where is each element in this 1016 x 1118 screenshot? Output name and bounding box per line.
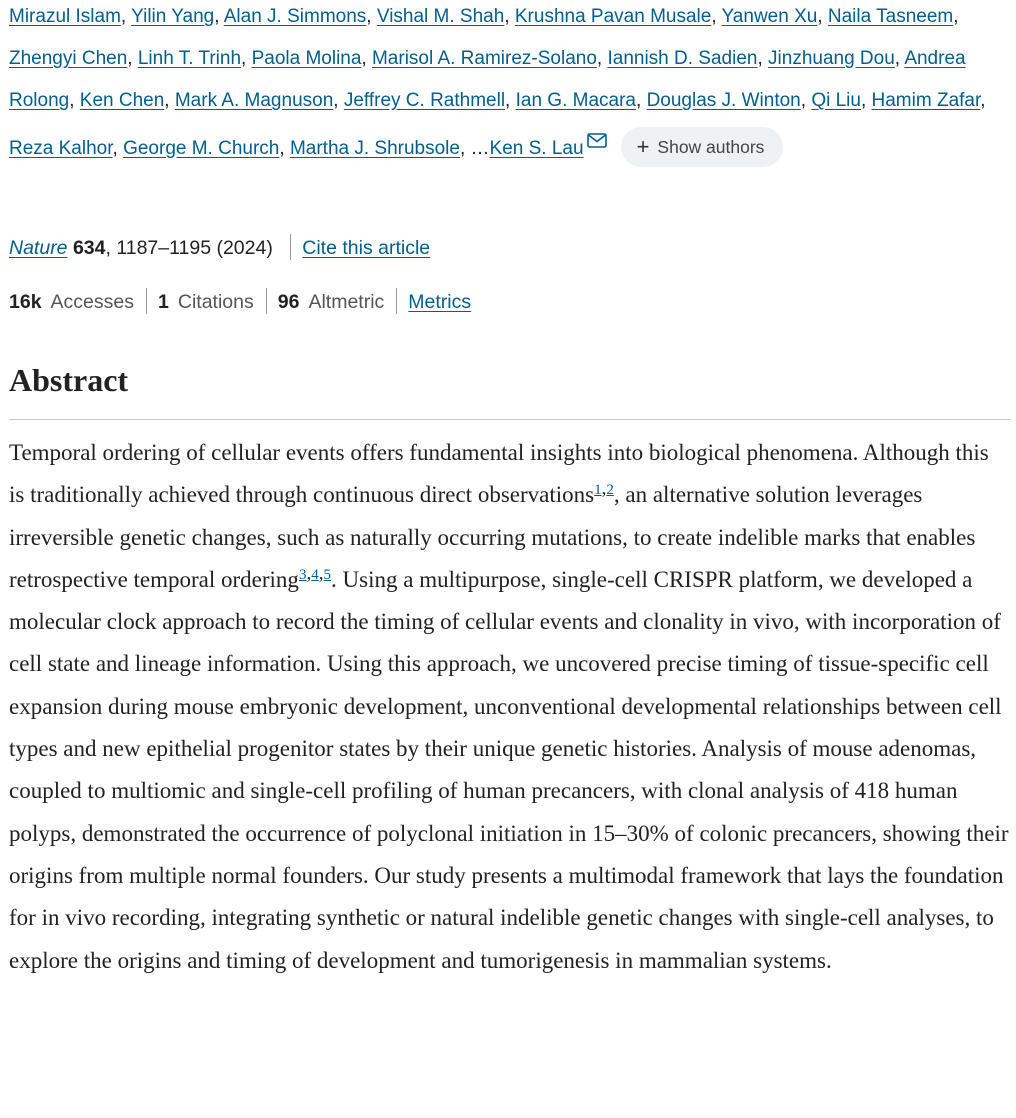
divider (396, 288, 397, 314)
article-header (9, 0, 1011, 973)
author-link[interactable]: George M. Church (123, 138, 280, 159)
abstract-text (9, 432, 1009, 982)
citation-line (9, 234, 430, 260)
author-link[interactable]: Ken Chen (79, 90, 165, 111)
journal-link[interactable]: Nature (9, 237, 68, 259)
volume: 634 (72, 237, 106, 259)
author-link[interactable]: Vishal M. Shah (376, 6, 505, 27)
author-link[interactable]: Zhengyi Chen (9, 48, 128, 69)
author-link[interactable]: Ian G. Macara (515, 90, 636, 111)
reference-link[interactable]: 4 (311, 566, 319, 583)
author-link[interactable]: Jeffrey C. Rathmell (343, 90, 506, 111)
author-link[interactable]: Jinzhuang Dou (768, 48, 895, 69)
reference-link[interactable]: 5 (323, 566, 332, 583)
cite-article-link[interactable]: Cite this article (302, 237, 431, 259)
reference-link[interactable]: 1 (594, 482, 602, 499)
abstract-heading: Abstract (9, 362, 129, 398)
metrics-bar (9, 288, 471, 314)
author-link[interactable]: Martha J. Shrubsole (289, 138, 460, 159)
accesses-value: 16k (9, 291, 42, 313)
divider (266, 288, 267, 314)
author-list: Mirazul Islam, Yilin Yang, Alan J. Simmons, Vishal M. Shah, Krushna Pavan Musale, Yanwen Xu, Naila Tasneem, Zhengyi Chen, Linh T. Trinh, Paola Molina, Marisol A. Ramirez-Solano, Iannish D. Sadien, Jinzhuang Dou, Andrea Rolong, Ken Chen, Mark A. Magnuson, Jeffrey C. Rathmell, Ian G. Macara, Douglas J. Winton, Qi Liu, Hamim Zafar, Reza Kalhor, George M. Church, Martha J. Shrubsole, …Ken S. Lau + Show authors (9, 0, 1011, 170)
author-link[interactable]: Yilin Yang (131, 6, 215, 27)
author-link[interactable]: Reza Kalhor (9, 138, 113, 159)
plus-icon: + (636, 133, 650, 159)
abstract-part-1: Temporal ordering of cellular events offers fundamental insights into biological phenomena. Although this is traditionally achieved through continuous direct observations (9, 440, 989, 508)
altmetric-value: 96 (277, 291, 300, 313)
reference-group: 1,2 (594, 478, 614, 500)
divider (146, 288, 147, 314)
section-divider (9, 419, 1011, 420)
reference-link[interactable]: 2 (606, 482, 614, 499)
reference-group: 3,4,5 (298, 562, 332, 584)
author-link[interactable]: Hamim Zafar (871, 90, 981, 111)
author-link[interactable]: Paola Molina (251, 48, 362, 69)
abstract-part-2: , an alternative solution leverages irreversible genetic changes, such as naturally occurring mutations, to create indelible marks that enables retrospective temporal ordering (9, 482, 976, 592)
envelope-icon[interactable] (587, 122, 607, 164)
author-ellipsis: … (470, 138, 490, 159)
show-authors-label: Show authors (657, 136, 765, 157)
author-link[interactable]: Linh T. Trinh (137, 48, 242, 69)
author-link[interactable]: Iannish D. Sadien (607, 48, 758, 69)
accesses-label: Accesses (50, 291, 134, 313)
corresponding-author-link[interactable]: Ken S. Lau (489, 138, 584, 159)
author-link[interactable]: Douglas J. Winton (646, 90, 801, 111)
citations-label: Citations (177, 291, 254, 313)
show-authors-button[interactable] (621, 127, 784, 167)
author-link[interactable]: Mirazul Islam (9, 6, 121, 27)
author-link[interactable]: Qi Liu (811, 90, 861, 111)
reference-link[interactable]: 3 (298, 566, 307, 583)
metrics-link[interactable]: Metrics (408, 291, 472, 313)
author-link[interactable]: Yanwen Xu (721, 6, 818, 27)
abstract-part-3: . Using a multipurpose, single-cell CRISPR platform, we developed a molecular clock approach to record the timing of cellular events and clonality in vivo, with incorporation of cell state and lineage information. Using this approach, we uncovered precise timing of tissue-specific cell expansion during mouse embryonic development, unconventional developmental relationships between cell types and new epithelial progenitor states by their unique genetic histories. Analysis of mouse adenomas, coupled to multiomic and single-cell profiling of human precancers, with clonal analysis of 418 human polyps, demonstrated the occurrence of polyclonal initiation in 15–30% of colonic precancers, showing their origins from multiple normal founders. Our study presents a multimodal framework that lays the foundation for in vivo recording, integrating synthetic or natural indelible genetic changes with single-cell analyses, to explore the origins and timing of development and tumorigenesis in mammalian systems. (9, 566, 1009, 973)
author-link[interactable]: Naila Tasneem (827, 6, 954, 27)
pages-year: , 1187–1195 (2024) (105, 237, 273, 259)
divider (290, 234, 291, 260)
author-link[interactable]: Marisol A. Ramirez-Solano (371, 48, 597, 69)
altmetric-label: Altmetric (308, 291, 385, 313)
author-link[interactable]: Andrea Rolong (9, 48, 966, 111)
author-link[interactable]: Mark A. Magnuson (174, 90, 334, 111)
citations-value: 1 (158, 291, 169, 313)
author-link[interactable]: Alan J. Simmons (223, 6, 367, 27)
author-link[interactable]: Krushna Pavan Musale (514, 6, 712, 27)
